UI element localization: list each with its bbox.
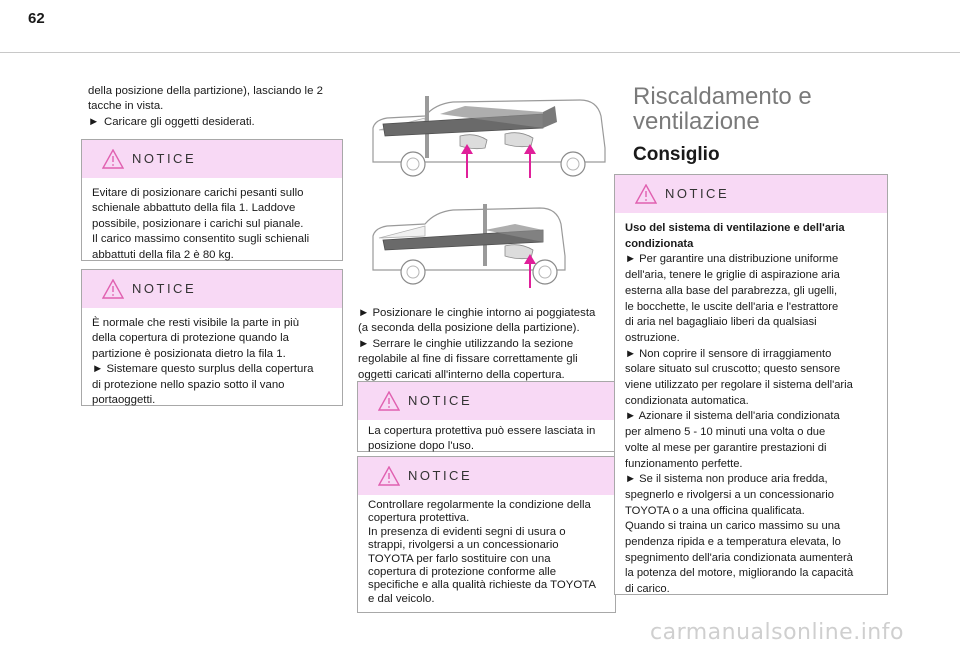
col2-paragraph — [358, 306, 616, 383]
notice-title: NOTICE — [132, 281, 197, 296]
notice-line: ► Azionare il sistema dell'aria condizionata — [625, 410, 840, 423]
notice-line: Il carico massimo consentito sugli schienali — [92, 233, 310, 246]
warning-icon — [378, 466, 400, 486]
notice-heading: Uso del sistema di ventilazione e dell'aria — [625, 222, 845, 234]
notice-line: schienale abbattuto della fila 1. Laddove — [92, 202, 296, 215]
notice-line: TOYOTA o a una officina qualificata. — [625, 504, 805, 517]
notice-line: di aria nel bagagliaio liberi da qualsiasi — [625, 316, 817, 329]
notice-title: NOTICE — [408, 393, 473, 408]
notice-line: TOYOTA per farlo sostituire con una — [368, 552, 551, 565]
notice-box-5 — [614, 174, 888, 595]
notice-line: la potenza del motore, migliorando la capacità — [625, 567, 854, 580]
notice-line: ► Sistemare questo surplus della copertura — [92, 363, 314, 376]
notice-line: In presenza di evidenti segni di usura o — [368, 525, 566, 538]
section-subtitle: Consiglio — [633, 144, 720, 165]
notice-line: condizionata automatica. — [625, 394, 749, 407]
notice-line: possibile, posizionare i carichi sul pianale. — [92, 217, 304, 230]
notice-line: spegnerlo e rivolgersi a un concessionario — [625, 488, 834, 501]
warning-icon — [102, 279, 124, 299]
notice-line: ► Non coprire il sensore di irraggiamento — [625, 347, 832, 360]
paragraph-line: oggetti caricati all'interno della copertura. — [358, 368, 565, 381]
section-title — [633, 84, 812, 134]
notice-line: Quando si traina un carico massimo su una — [625, 520, 841, 533]
notice-line: della copertura di protezione quando la — [92, 332, 289, 345]
notice-box-4 — [357, 456, 616, 613]
notice-line: abbattuti della fila 2 è 80 kg. — [92, 248, 234, 261]
intro-line: della posizione della partizione), lasciando le 2 — [88, 85, 323, 97]
notice-header — [82, 270, 342, 308]
paragraph-line: ► Serrare le cinghie utilizzando la sezione — [358, 337, 574, 350]
notice-line: strappi, rivolgersi a un concessionario — [368, 539, 559, 552]
notice-line: solare situato sul cruscotto; questo sensore — [625, 363, 841, 376]
notice-line: e dal veicolo. — [368, 592, 435, 605]
notice-line: dell'aria, tenere le griglie di aspirazione aria — [625, 269, 840, 282]
section-title-line: Riscaldamento e — [633, 83, 812, 110]
notice-line: pendenza ripida e a temperatura elevata, lo — [625, 536, 841, 549]
page-number: 62 — [28, 10, 45, 27]
van-cargo-illustration-top — [365, 88, 610, 183]
top-rule — [0, 52, 960, 53]
watermark[interactable]: carmanualsonline.info — [650, 620, 904, 645]
notice-line: copertura di protezione conforme alle — [368, 566, 557, 579]
notice-line: È normale che resti visibile la parte in più — [92, 317, 300, 329]
warning-icon — [635, 184, 657, 204]
paragraph-line: regolabile al fine di fissare correttamente gli — [358, 353, 578, 366]
notice-line: ostruzione. — [625, 331, 680, 344]
notice-line: per almeno 5 - 10 minuti una volta o due — [625, 426, 826, 439]
notice-header — [358, 457, 615, 495]
bullet-line — [88, 115, 348, 130]
notice-box-2 — [81, 269, 343, 406]
notice-header — [358, 382, 615, 420]
paragraph-line: ► Posizionare le cinghie intorno ai poggiatesta — [358, 307, 596, 319]
notice-line: ► Per garantire una distribuzione uniforme — [625, 253, 839, 266]
notice-heading: condizionata — [625, 237, 694, 250]
warning-icon — [378, 391, 400, 411]
notice-line: esterna alla base del parabrezza, gli ugelli, — [625, 284, 838, 297]
intro-line: tacche in vista. — [88, 100, 164, 113]
notice-line: volte al mese per garantire prestazioni di — [625, 441, 827, 454]
notice-line: spegnimento dell'aria condizionata aumenterà — [625, 551, 853, 564]
notice-line: funzionamento perfette. — [625, 457, 743, 470]
notice-line: viene utilizzato per regolare il sistema dell'aria — [625, 379, 853, 392]
notice-line: posizione dopo l'uso. — [368, 440, 475, 453]
notice-line: le bocchette, le uscite dell'aria e l'estrattore — [625, 300, 839, 313]
notice-line: copertura protettiva. — [368, 512, 470, 525]
notice-line: Evitare di posizionare carichi pesanti sullo — [92, 187, 304, 199]
notice-line: La copertura protettiva può essere lasciata in — [368, 425, 596, 437]
section-title-line: ventilazione — [633, 108, 760, 135]
notice-line: partizione è posizionata dietro la fila 1. — [92, 347, 286, 360]
notice-header — [615, 175, 887, 213]
notice-line: di protezione nello spazio sotto il vano — [92, 378, 285, 391]
van-cargo-illustration-bottom — [365, 196, 610, 291]
notice-title: NOTICE — [408, 468, 473, 483]
notice-line: ► Se il sistema non produce aria fredda, — [625, 473, 828, 486]
paragraph-line: (a seconda della posizione della partizione). — [358, 322, 580, 335]
notice-line: portaoggetti. — [92, 394, 156, 407]
notice-title: NOTICE — [665, 186, 730, 201]
warning-icon — [102, 149, 124, 169]
notice-box-3 — [357, 381, 616, 452]
notice-title: NOTICE — [132, 151, 197, 166]
notice-header — [82, 140, 342, 178]
bullet-text: Caricare gli oggetti desiderati. — [104, 115, 255, 128]
col1-intro — [88, 84, 348, 130]
bullet-marker: ► — [88, 115, 100, 128]
notice-box-1 — [81, 139, 343, 261]
notice-line: specifiche e alla qualità richieste da TOYOTA — [368, 579, 596, 592]
notice-line: di carico. — [625, 583, 670, 596]
notice-line: Controllare regolarmente la condizione della — [368, 499, 591, 511]
